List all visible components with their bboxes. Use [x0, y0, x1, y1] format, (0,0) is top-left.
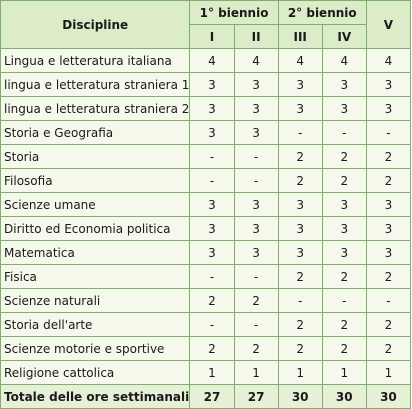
subject-name: Scienze umane: [1, 193, 190, 217]
header-discipline: Discipline: [1, 1, 190, 49]
header-year-1: I: [190, 25, 234, 49]
hours-value: 3: [234, 97, 278, 121]
total-value: 30: [322, 385, 366, 409]
total-value: 27: [190, 385, 234, 409]
subject-name: lingua e letteratura straniera 1: [1, 73, 190, 97]
hours-value: 3: [234, 73, 278, 97]
subject-name: Fisica: [1, 265, 190, 289]
table-row: [1, 313, 411, 337]
table-row: [1, 73, 411, 97]
table-row: [1, 121, 411, 145]
table-row: [1, 241, 411, 265]
subject-name: Scienze naturali: [1, 289, 190, 313]
hours-value: 2: [366, 169, 410, 193]
hours-value: 3: [190, 73, 234, 97]
hours-value: 3: [234, 241, 278, 265]
hours-value: -: [234, 313, 278, 337]
hours-value: 2: [322, 265, 366, 289]
header-second-biennium: 2° biennio: [278, 1, 366, 25]
subject-name: Religione cattolica: [1, 361, 190, 385]
hours-value: 4: [278, 49, 322, 73]
hours-value: 3: [234, 121, 278, 145]
hours-value: 2: [234, 289, 278, 313]
table-row: [1, 337, 411, 361]
table-row: [1, 145, 411, 169]
hours-value: 3: [366, 217, 410, 241]
hours-value: 3: [322, 241, 366, 265]
hours-value: 2: [366, 337, 410, 361]
subject-name: lingua e letteratura straniera 2: [1, 97, 190, 121]
hours-value: 2: [278, 169, 322, 193]
hours-value: 1: [278, 361, 322, 385]
hours-value: 3: [278, 73, 322, 97]
hours-value: 3: [190, 217, 234, 241]
table-row: [1, 217, 411, 241]
hours-value: -: [322, 289, 366, 313]
subject-name: Lingua e letteratura italiana: [1, 49, 190, 73]
hours-value: 3: [278, 241, 322, 265]
hours-value: 2: [190, 337, 234, 361]
table-row: [1, 265, 411, 289]
table-row: [1, 49, 411, 73]
hours-value: -: [190, 313, 234, 337]
hours-value: 4: [322, 49, 366, 73]
hours-value: -: [278, 121, 322, 145]
hours-value: 3: [190, 241, 234, 265]
table-header: [1, 1, 411, 49]
hours-value: 2: [278, 145, 322, 169]
hours-value: 3: [322, 73, 366, 97]
header-first-biennium: 1° biennio: [190, 1, 278, 25]
hours-value: 3: [322, 193, 366, 217]
hours-value: 3: [234, 193, 278, 217]
hours-value: 2: [366, 145, 410, 169]
hours-value: -: [366, 121, 410, 145]
hours-value: 3: [322, 217, 366, 241]
subject-name: Matematica: [1, 241, 190, 265]
table-row: [1, 169, 411, 193]
total-value: 30: [366, 385, 410, 409]
hours-value: 1: [322, 361, 366, 385]
hours-value: -: [278, 289, 322, 313]
subject-name: Storia dell'arte: [1, 313, 190, 337]
table-row: [1, 361, 411, 385]
hours-value: 1: [190, 361, 234, 385]
hours-value: 2: [322, 337, 366, 361]
hours-value: 4: [234, 49, 278, 73]
hours-value: 3: [234, 217, 278, 241]
hours-value: -: [234, 145, 278, 169]
hours-value: 2: [366, 313, 410, 337]
hours-value: 3: [190, 97, 234, 121]
hours-value: 3: [366, 97, 410, 121]
hours-value: 3: [366, 193, 410, 217]
total-value: 30: [278, 385, 322, 409]
hours-value: 2: [322, 145, 366, 169]
hours-value: 3: [278, 217, 322, 241]
hours-value: -: [366, 289, 410, 313]
hours-value: 3: [322, 97, 366, 121]
hours-value: -: [234, 169, 278, 193]
hours-value: 2: [322, 313, 366, 337]
hours-value: 3: [366, 241, 410, 265]
hours-value: -: [322, 121, 366, 145]
hours-value: 2: [190, 289, 234, 313]
hours-value: 3: [190, 193, 234, 217]
hours-value: -: [190, 169, 234, 193]
header-year-3: III: [278, 25, 322, 49]
total-label: Totale delle ore settimanali: [1, 385, 190, 409]
subject-name: Filosofia: [1, 169, 190, 193]
subject-name: Storia e Geografia: [1, 121, 190, 145]
total-value: 27: [234, 385, 278, 409]
hours-value: -: [234, 265, 278, 289]
subject-name: Diritto ed Economia politica: [1, 217, 190, 241]
header-year-4: IV: [322, 25, 366, 49]
header-year-2: II: [234, 25, 278, 49]
header-year-5: V: [366, 1, 410, 49]
hours-value: 2: [234, 337, 278, 361]
hours-value: -: [190, 265, 234, 289]
hours-value: 2: [366, 265, 410, 289]
hours-value: 4: [366, 49, 410, 73]
hours-value: 3: [190, 121, 234, 145]
hours-value: 1: [366, 361, 410, 385]
table-row: [1, 97, 411, 121]
table-row: [1, 193, 411, 217]
hours-value: 3: [278, 97, 322, 121]
hours-value: 2: [278, 313, 322, 337]
hours-value: 2: [278, 265, 322, 289]
table-body: [1, 49, 411, 409]
hours-value: -: [190, 145, 234, 169]
hours-value: 1: [234, 361, 278, 385]
subject-name: Storia: [1, 145, 190, 169]
table-row: [1, 289, 411, 313]
hours-value: 3: [278, 193, 322, 217]
hours-value: 2: [322, 169, 366, 193]
total-row: [1, 385, 411, 409]
hours-value: 3: [366, 73, 410, 97]
subject-name: Scienze motorie e sportive: [1, 337, 190, 361]
hours-value: 4: [190, 49, 234, 73]
hours-value: 2: [278, 337, 322, 361]
